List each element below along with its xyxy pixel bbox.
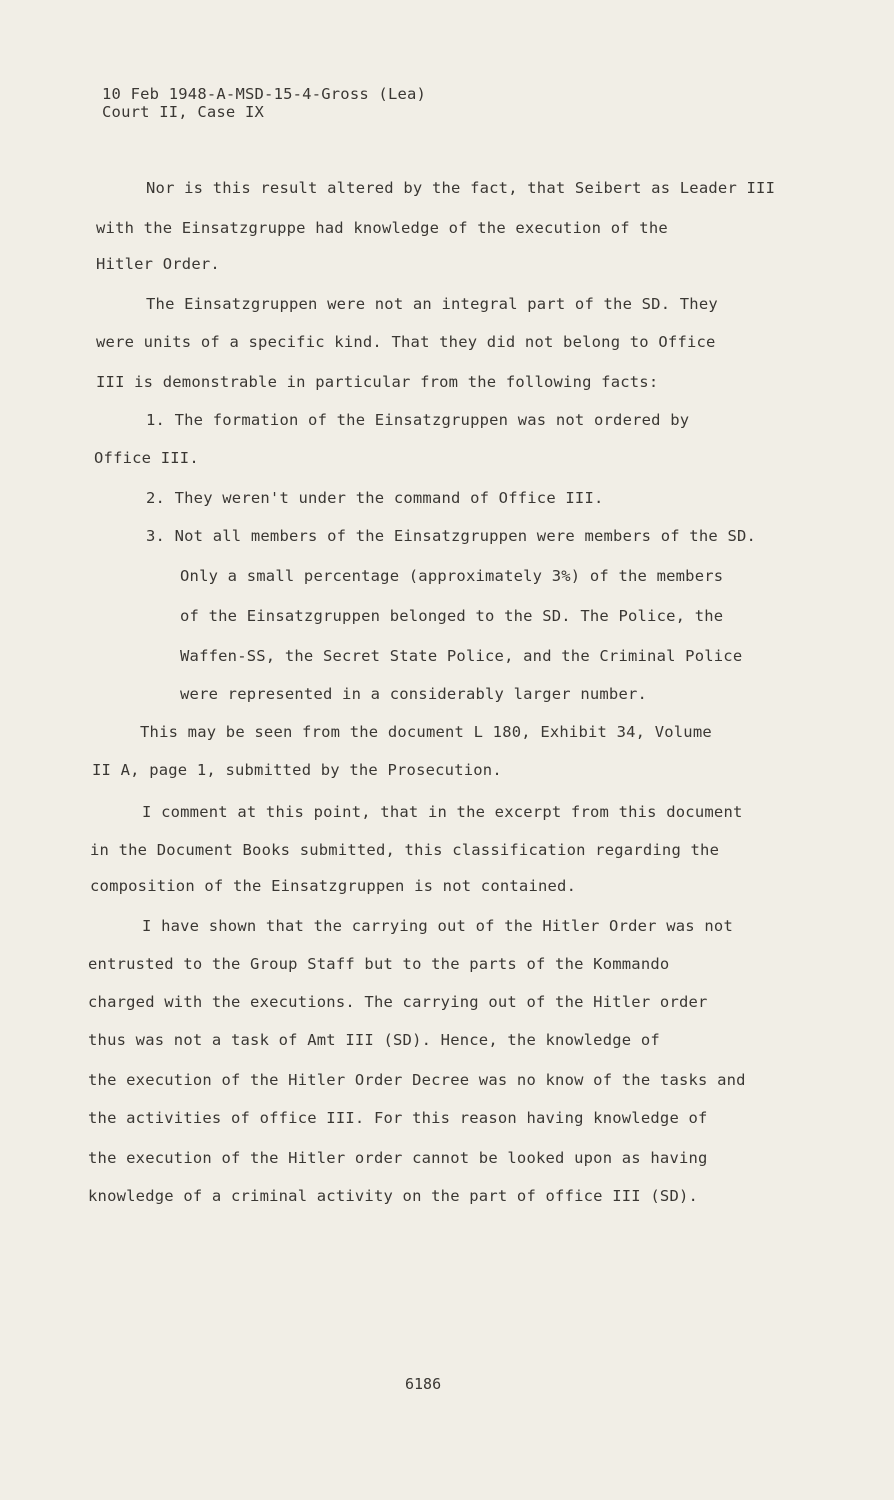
text-line: the execution of the Hitler Order Decree was no know of the tasks and xyxy=(88,1071,746,1089)
text-line: the activities of office III. For this reason having knowledge of xyxy=(88,1109,708,1127)
header-line-1: 10 Feb 1948-A-MSD-15-4-Gross (Lea) xyxy=(102,85,427,103)
list-item-3: 3. Not all members of the Einsatzgruppen were members of the SD. xyxy=(146,527,757,545)
text-line: entrusted to the Group Staff but to the parts of the Kommando xyxy=(88,955,670,973)
text-line: were represented in a considerably larger number. xyxy=(180,685,648,703)
text-line: The Einsatzgruppen were not an integral part of the SD. They xyxy=(146,295,718,313)
text-line: the execution of the Hitler order cannot be looked upon as having xyxy=(88,1149,708,1167)
list-item-2: 2. They weren't under the command of Office III. xyxy=(146,489,604,507)
text-line: with the Einsatzgruppe had knowledge of the execution of the xyxy=(96,219,668,237)
text-line: knowledge of a criminal activity on the part of office III (SD). xyxy=(88,1187,699,1205)
text-line: Waffen-SS, the Secret State Police, and the Criminal Police xyxy=(180,647,743,665)
header-line-2: Court II, Case IX xyxy=(102,103,265,121)
text-line: I have shown that the carrying out of the Hitler Order was not xyxy=(142,917,733,935)
text-line: were units of a specific kind. That they did not belong to Office xyxy=(96,333,716,351)
text-line: Only a small percentage (approximately 3%) of the members xyxy=(180,567,724,585)
text-line: III is demonstrable in particular from the following facts: xyxy=(96,373,659,391)
text-line: II A, page 1, submitted by the Prosecution. xyxy=(92,761,502,779)
text-line: Nor is this result altered by the fact, that Seibert as Leader III xyxy=(146,179,776,197)
text-line: Hitler Order. xyxy=(96,255,220,273)
text-line: Office III. xyxy=(94,449,199,467)
list-item-1: 1. The formation of the Einsatzgruppen was not ordered by xyxy=(146,411,690,429)
text-line: This may be seen from the document L 180, Exhibit 34, Volume xyxy=(140,723,712,741)
text-line: charged with the executions. The carrying out of the Hitler order xyxy=(88,993,708,1011)
text-line: in the Document Books submitted, this classification regarding the xyxy=(90,841,720,859)
text-line: thus was not a task of Amt III (SD). Hence, the knowledge of xyxy=(88,1031,660,1049)
text-line: I comment at this point, that in the excerpt from this document xyxy=(142,803,743,821)
text-line: of the Einsatzgruppen belonged to the SD. The Police, the xyxy=(180,607,724,625)
text-line: composition of the Einsatzgruppen is not contained. xyxy=(90,877,577,895)
page-number: 6186 xyxy=(405,1375,442,1393)
